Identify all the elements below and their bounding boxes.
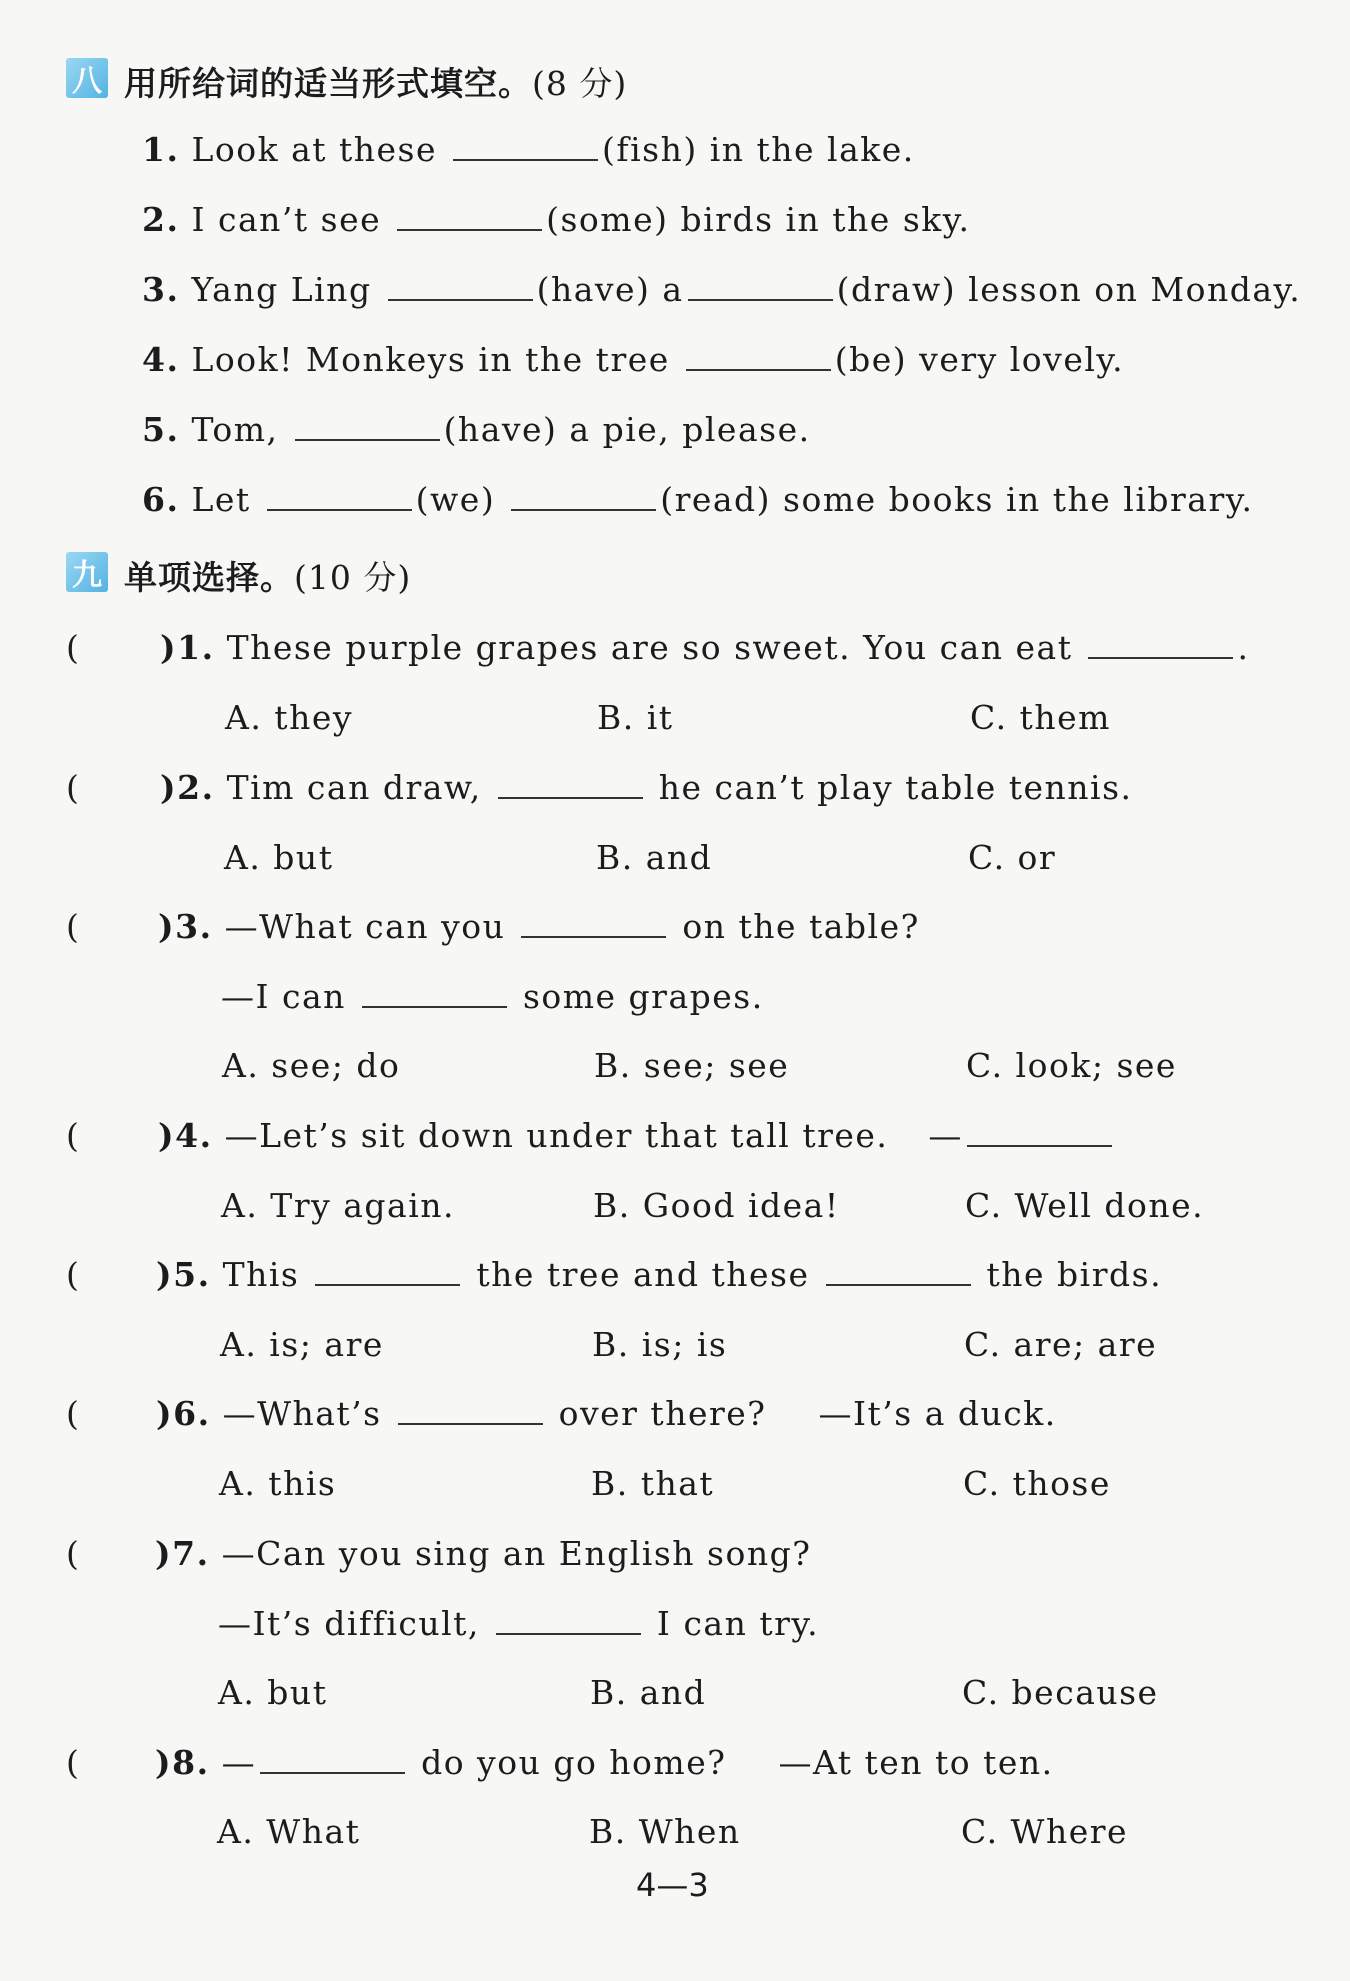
option-a[interactable]: A. is; are bbox=[220, 1325, 384, 1364]
answer-blank[interactable] bbox=[362, 978, 507, 1008]
section-9-title-text: 单项选择。 bbox=[124, 558, 294, 597]
answer-blank[interactable] bbox=[511, 481, 656, 511]
question-text: —Can you sing an English song? bbox=[221, 1534, 812, 1573]
fill-item-3 bbox=[142, 270, 1301, 309]
option-a[interactable]: A. but bbox=[218, 1673, 328, 1712]
question-text: —It’s difficult, bbox=[218, 1604, 480, 1643]
question-text: I can try. bbox=[656, 1604, 820, 1643]
answer-blank[interactable] bbox=[453, 131, 598, 161]
question-text: — bbox=[928, 1116, 963, 1155]
option-b[interactable]: B. and bbox=[590, 1673, 707, 1712]
answer-blank[interactable] bbox=[826, 1256, 971, 1286]
item-number: 1. bbox=[142, 130, 180, 169]
option-c[interactable]: C. Well done. bbox=[965, 1186, 1205, 1225]
answer-blank[interactable] bbox=[295, 411, 440, 441]
answer-paren[interactable]: ( bbox=[66, 1534, 79, 1573]
answer-blank[interactable] bbox=[521, 908, 666, 938]
answer-blank[interactable] bbox=[260, 1744, 405, 1774]
option-a[interactable]: A. they bbox=[225, 698, 353, 737]
answer-paren[interactable]: ( bbox=[66, 1743, 79, 1782]
question-3-line-2 bbox=[221, 977, 764, 1016]
item-number: 2. bbox=[142, 200, 180, 239]
option-c[interactable]: C. Where bbox=[961, 1812, 1129, 1851]
question-number: )2. bbox=[160, 768, 215, 807]
question-text: —Let’s sit down under that tall tree. bbox=[224, 1116, 889, 1155]
answer-blank[interactable] bbox=[398, 1395, 543, 1425]
question-1 bbox=[160, 628, 1249, 667]
page-number: 4—3 bbox=[636, 1866, 709, 1904]
item-number: 4. bbox=[142, 340, 180, 379]
question-text: —I can bbox=[221, 977, 346, 1016]
question-text: —It’s a duck. bbox=[818, 1394, 1057, 1433]
item-number: 5. bbox=[142, 410, 180, 449]
option-b[interactable]: B. is; is bbox=[592, 1325, 728, 1364]
question-text: the birds. bbox=[986, 1255, 1163, 1294]
answer-paren[interactable]: ( bbox=[66, 1116, 79, 1155]
item-number: 3. bbox=[142, 270, 180, 309]
answer-blank[interactable] bbox=[688, 271, 833, 301]
question-6 bbox=[156, 1394, 1057, 1433]
option-b[interactable]: B. see; see bbox=[594, 1046, 790, 1085]
question-text: —What can you bbox=[224, 907, 506, 946]
fill-item-6 bbox=[142, 480, 1253, 519]
section-8-title-text: 用所给词的适当形式填空。 bbox=[124, 64, 532, 103]
answer-blank[interactable] bbox=[686, 341, 831, 371]
question-7 bbox=[155, 1534, 811, 1573]
question-7-line-2 bbox=[218, 1604, 819, 1643]
question-text: do you go home? bbox=[421, 1743, 727, 1782]
item-text: Look! Monkeys in the tree bbox=[191, 340, 670, 379]
section-8-title bbox=[124, 58, 627, 105]
section-9-points: (10 分) bbox=[294, 558, 412, 597]
option-c[interactable]: C. are; are bbox=[964, 1325, 1158, 1364]
option-a[interactable]: A. but bbox=[224, 838, 334, 877]
option-c[interactable]: C. them bbox=[970, 698, 1111, 737]
answer-blank[interactable] bbox=[267, 481, 412, 511]
section-9-badge: 九 bbox=[66, 552, 108, 592]
option-c[interactable]: C. those bbox=[963, 1464, 1111, 1503]
question-text: some grapes. bbox=[522, 977, 764, 1016]
item-text: Look at these bbox=[191, 130, 438, 169]
question-4 bbox=[158, 1116, 1116, 1155]
answer-paren[interactable]: ( bbox=[66, 768, 79, 807]
question-number: )7. bbox=[155, 1534, 210, 1573]
question-text: This bbox=[222, 1255, 300, 1294]
question-number: )8. bbox=[155, 1743, 210, 1782]
option-c[interactable]: C. because bbox=[962, 1673, 1159, 1712]
question-text: he can’t play table tennis. bbox=[658, 768, 1133, 807]
item-text: I can’t see bbox=[191, 200, 382, 239]
question-text: over there? bbox=[558, 1394, 767, 1433]
question-text: —At ten to ten. bbox=[778, 1743, 1054, 1782]
option-b[interactable]: B. Good idea! bbox=[593, 1186, 840, 1225]
item-text: Let bbox=[191, 480, 251, 519]
option-a[interactable]: A. see; do bbox=[222, 1046, 401, 1085]
question-number: )5. bbox=[156, 1255, 211, 1294]
option-a[interactable]: A. Try again. bbox=[221, 1186, 455, 1225]
item-text: Yang Ling bbox=[191, 270, 372, 309]
section-9-title bbox=[124, 552, 411, 599]
question-5 bbox=[156, 1255, 1162, 1294]
item-text: (some) birds in the sky. bbox=[546, 200, 971, 239]
item-text: Tom, bbox=[191, 410, 279, 449]
fill-item-4 bbox=[142, 340, 1124, 379]
option-b[interactable]: B. that bbox=[591, 1464, 715, 1503]
answer-paren[interactable]: ( bbox=[66, 628, 79, 667]
answer-paren[interactable]: ( bbox=[66, 1394, 79, 1433]
question-text: . bbox=[1237, 628, 1250, 667]
option-b[interactable]: B. and bbox=[596, 838, 713, 877]
item-text: (have) a bbox=[536, 270, 684, 309]
answer-blank[interactable] bbox=[1088, 629, 1233, 659]
option-c[interactable]: C. look; see bbox=[966, 1046, 1177, 1085]
option-b[interactable]: B. it bbox=[597, 698, 674, 737]
answer-blank[interactable] bbox=[967, 1117, 1112, 1147]
item-text: (fish) in the lake. bbox=[602, 130, 915, 169]
option-a[interactable]: A. this bbox=[219, 1464, 337, 1503]
option-c[interactable]: C. or bbox=[968, 838, 1057, 877]
question-text: These purple grapes are so sweet. You can eat bbox=[226, 628, 1073, 667]
question-text: Tim can draw, bbox=[226, 768, 482, 807]
fill-item-2 bbox=[142, 200, 971, 239]
question-2 bbox=[160, 768, 1133, 807]
fill-item-5 bbox=[142, 410, 811, 449]
question-number: )4. bbox=[158, 1116, 213, 1155]
item-text: (draw) lesson on Monday. bbox=[836, 270, 1302, 309]
question-text: —What’s bbox=[222, 1394, 382, 1433]
answer-blank[interactable] bbox=[397, 201, 542, 231]
question-number: )1. bbox=[160, 628, 215, 667]
question-text: the tree and these bbox=[476, 1255, 810, 1294]
section-8-points: (8 分) bbox=[532, 64, 628, 103]
item-text: (have) a pie, please. bbox=[443, 410, 811, 449]
question-number: )3. bbox=[158, 907, 213, 946]
question-3 bbox=[158, 907, 920, 946]
question-8 bbox=[155, 1743, 1054, 1782]
fill-item-1 bbox=[142, 130, 915, 169]
option-a[interactable]: A. What bbox=[217, 1812, 361, 1851]
answer-blank[interactable] bbox=[496, 1605, 641, 1635]
question-number: )6. bbox=[156, 1394, 211, 1433]
answer-blank[interactable] bbox=[498, 769, 643, 799]
question-text: on the table? bbox=[682, 907, 920, 946]
option-b[interactable]: B. When bbox=[589, 1812, 741, 1851]
section-8-badge: 八 bbox=[66, 58, 108, 98]
question-text: — bbox=[221, 1743, 257, 1782]
item-text: (read) some books in the library. bbox=[660, 480, 1254, 519]
answer-blank[interactable] bbox=[388, 271, 533, 301]
answer-paren[interactable]: ( bbox=[66, 907, 79, 946]
item-text: (be) very lovely. bbox=[834, 340, 1125, 379]
item-text: (we) bbox=[415, 480, 496, 519]
answer-blank[interactable] bbox=[315, 1256, 460, 1286]
answer-paren[interactable]: ( bbox=[66, 1255, 79, 1294]
item-number: 6. bbox=[142, 480, 180, 519]
